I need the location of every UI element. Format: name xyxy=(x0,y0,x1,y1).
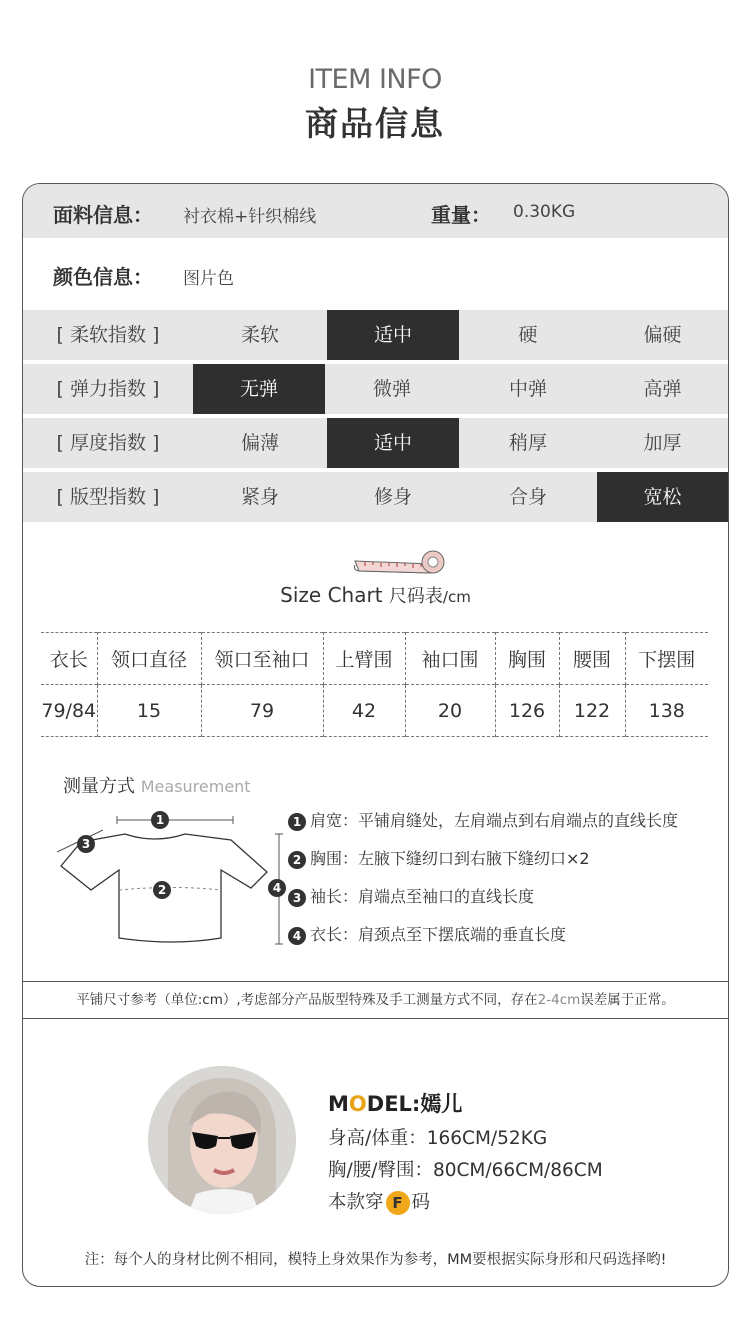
index-option: 微弹 xyxy=(372,378,411,400)
measurement-item: 3 袖长：肩端点至袖口的直线长度 xyxy=(288,885,678,923)
size-value-cell: 79 xyxy=(201,685,323,737)
color-label: 颜色信息： xyxy=(53,265,153,289)
index-option: 偏硬 xyxy=(643,324,682,346)
diagram-marker-3: 3 xyxy=(77,835,95,853)
size-table-header-row xyxy=(41,633,708,685)
number-3-icon: 3 xyxy=(288,889,306,907)
size-value-cell: 15 xyxy=(97,685,201,737)
size-value-cell: 126 xyxy=(495,685,559,737)
weight-value: 0.30KG xyxy=(513,202,576,222)
size-header-cell: 上臂围 xyxy=(323,633,405,685)
number-2-icon: 2 xyxy=(288,851,306,869)
size-value-cell: 42 xyxy=(323,685,405,737)
index-option-selected: 宽松 xyxy=(597,472,728,522)
fabric-value: 衬衣棉+针织棉线 xyxy=(183,207,317,227)
size-chart-title xyxy=(23,582,728,608)
measurement-item: 1 肩宽：平铺肩缝处，左肩端点到右肩端点的直线长度 xyxy=(288,809,678,847)
size-value-cell: 138 xyxy=(625,685,708,737)
size-header-cell: 袖口围 xyxy=(405,633,495,685)
index-label: [ 柔软指数 ] xyxy=(56,324,160,346)
size-value-cell: 122 xyxy=(559,685,625,737)
index-option: 高弹 xyxy=(643,378,682,400)
size-header-cell: 下摆围 xyxy=(625,633,708,685)
index-option: 紧身 xyxy=(240,486,279,508)
error-range: 2-4cm xyxy=(537,992,581,1008)
size-header-cell: 胸围 xyxy=(495,633,559,685)
header-title-en: ITEM INFO xyxy=(308,64,442,95)
size-chart-unit: /cm xyxy=(442,588,471,606)
index-option: 柔软 xyxy=(240,324,279,346)
index-row-thickness xyxy=(23,418,728,468)
size-header-cell: 衣长 xyxy=(49,649,88,671)
diagram-marker-4: 4 xyxy=(268,879,286,897)
measurement-title xyxy=(63,772,251,798)
index-label: [ 版型指数 ] xyxy=(56,486,160,508)
color-value: 图片色 xyxy=(183,269,234,289)
model-photo-icon xyxy=(148,1066,296,1214)
index-label: [ 弹力指数 ] xyxy=(56,378,160,400)
model-height-weight: 身高/体重：166CM/52KG xyxy=(328,1128,548,1149)
index-option-selected: 适中 xyxy=(327,418,459,468)
size-chart-title-en: Size Chart xyxy=(280,583,383,607)
weight-label: 重量： xyxy=(431,203,491,227)
header-title-cn: 商品信息 xyxy=(305,104,445,143)
index-option-selected: 适中 xyxy=(327,310,459,360)
color-row xyxy=(23,246,728,300)
fabric-label: 面料信息： xyxy=(53,203,153,227)
index-option: 中弹 xyxy=(508,378,547,400)
size-badge: F xyxy=(386,1191,410,1215)
model-name: MODEL:嫣儿 xyxy=(328,1092,463,1116)
size-table-value-row xyxy=(41,685,708,737)
index-label: [ 厚度指数 ] xyxy=(56,432,160,454)
model-measurements: 胸/腰/臀围：80CM/66CM/86CM xyxy=(328,1160,603,1181)
size-value-cell: 79/84 xyxy=(41,699,97,722)
diagram-marker-1: 1 xyxy=(151,811,169,829)
size-note: 平铺尺寸参考（单位:cm）,考虑部分产品版型特殊及手工测量方式不同，存在2-4cm误差属于正常。 xyxy=(23,981,728,1019)
measurement-item: 2 胸围：左腋下缝纫口到右腋下缝纫口×2 xyxy=(288,847,678,885)
measurement-title-cn: 测量方式 xyxy=(63,776,135,797)
fabric-row xyxy=(23,184,728,238)
measurement-list xyxy=(288,809,678,961)
index-option: 稍厚 xyxy=(508,432,547,454)
size-header-cell: 腰围 xyxy=(559,633,625,685)
size-header-cell: 领口直径 xyxy=(97,633,201,685)
number-4-icon: 4 xyxy=(288,927,306,945)
size-header-cell: 领口至袖口 xyxy=(201,633,323,685)
number-1-icon: 1 xyxy=(288,813,306,831)
index-option: 加厚 xyxy=(643,432,682,454)
index-row-elasticity xyxy=(23,364,728,414)
size-value-cell: 20 xyxy=(405,685,495,737)
diagram-marker-2: 2 xyxy=(153,881,171,899)
size-chart-title-cn: 尺码表 xyxy=(388,586,443,607)
index-option-selected: 无弹 xyxy=(193,364,325,414)
measurement-item: 4 衣长：肩颈点至下摆底端的垂直长度 xyxy=(288,923,678,961)
index-option: 硬 xyxy=(518,324,538,346)
index-option: 合身 xyxy=(508,486,547,508)
model-footnote: 注：每个人的身材比例不相同，模特上身效果作为参考，MM要根据实际身形和尺码选择哟! xyxy=(84,1252,667,1268)
garment-diagram xyxy=(53,806,293,951)
tape-measure-icon xyxy=(351,549,447,579)
index-row-fit xyxy=(23,472,728,522)
index-option: 修身 xyxy=(373,486,412,508)
index-option: 偏薄 xyxy=(240,432,279,454)
model-wear-size: 本款穿 F 码 xyxy=(328,1192,431,1213)
product-info-card xyxy=(22,183,729,1287)
model-avatar xyxy=(148,1066,296,1214)
index-row-softness xyxy=(23,310,728,360)
size-table xyxy=(41,632,708,737)
measurement-title-en: Measurement xyxy=(140,777,251,796)
